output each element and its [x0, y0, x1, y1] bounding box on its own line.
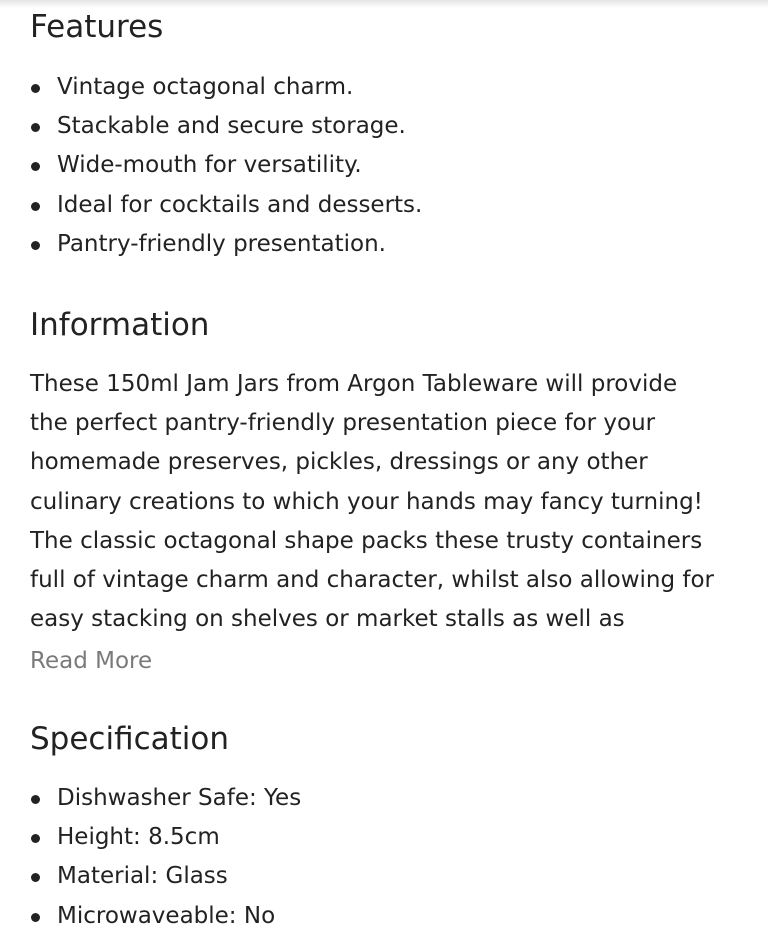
- features-list: [30, 68, 750, 264]
- list-item: Material: Glass: [30, 857, 750, 896]
- list-item: Microwaveable: No: [30, 897, 750, 936]
- read-more-link[interactable]: Read More: [30, 648, 153, 674]
- paragraph-line: easy stacking on shelves or market stalls as well as: [30, 606, 625, 633]
- paragraph-line: homemade preserves, pickles, dressings or any other: [30, 449, 648, 476]
- specification-list: [30, 779, 750, 936]
- list-item: Dishwasher Safe: Yes: [30, 779, 750, 818]
- paragraph-line: These 150ml Jam Jars from Argon Tableware will provide: [30, 371, 678, 397]
- list-item: Wide-mouth for versatility.: [30, 146, 750, 185]
- list-item: Stackable and secure storage.: [30, 107, 750, 146]
- paragraph-line: full of vintage charm and character, whilst also allowing for: [30, 567, 715, 594]
- list-item: Ideal for cocktails and desserts.: [30, 186, 750, 225]
- list-item: Height: 8.5cm: [30, 818, 750, 857]
- paragraph-line: The classic octagonal shape packs these trusty containers: [30, 527, 703, 554]
- information-paragraph: [30, 365, 746, 639]
- list-item: Vintage octagonal charm.: [30, 68, 750, 107]
- specification-heading: Specification: [30, 721, 230, 757]
- features-heading: Features: [30, 9, 164, 45]
- information-heading: Information: [30, 307, 210, 343]
- paragraph-line: culinary creations to which your hands may fancy turning!: [30, 488, 703, 515]
- list-item: Pantry-friendly presentation.: [30, 225, 750, 264]
- paragraph-line: the perfect pantry-friendly presentation piece for your: [30, 410, 656, 437]
